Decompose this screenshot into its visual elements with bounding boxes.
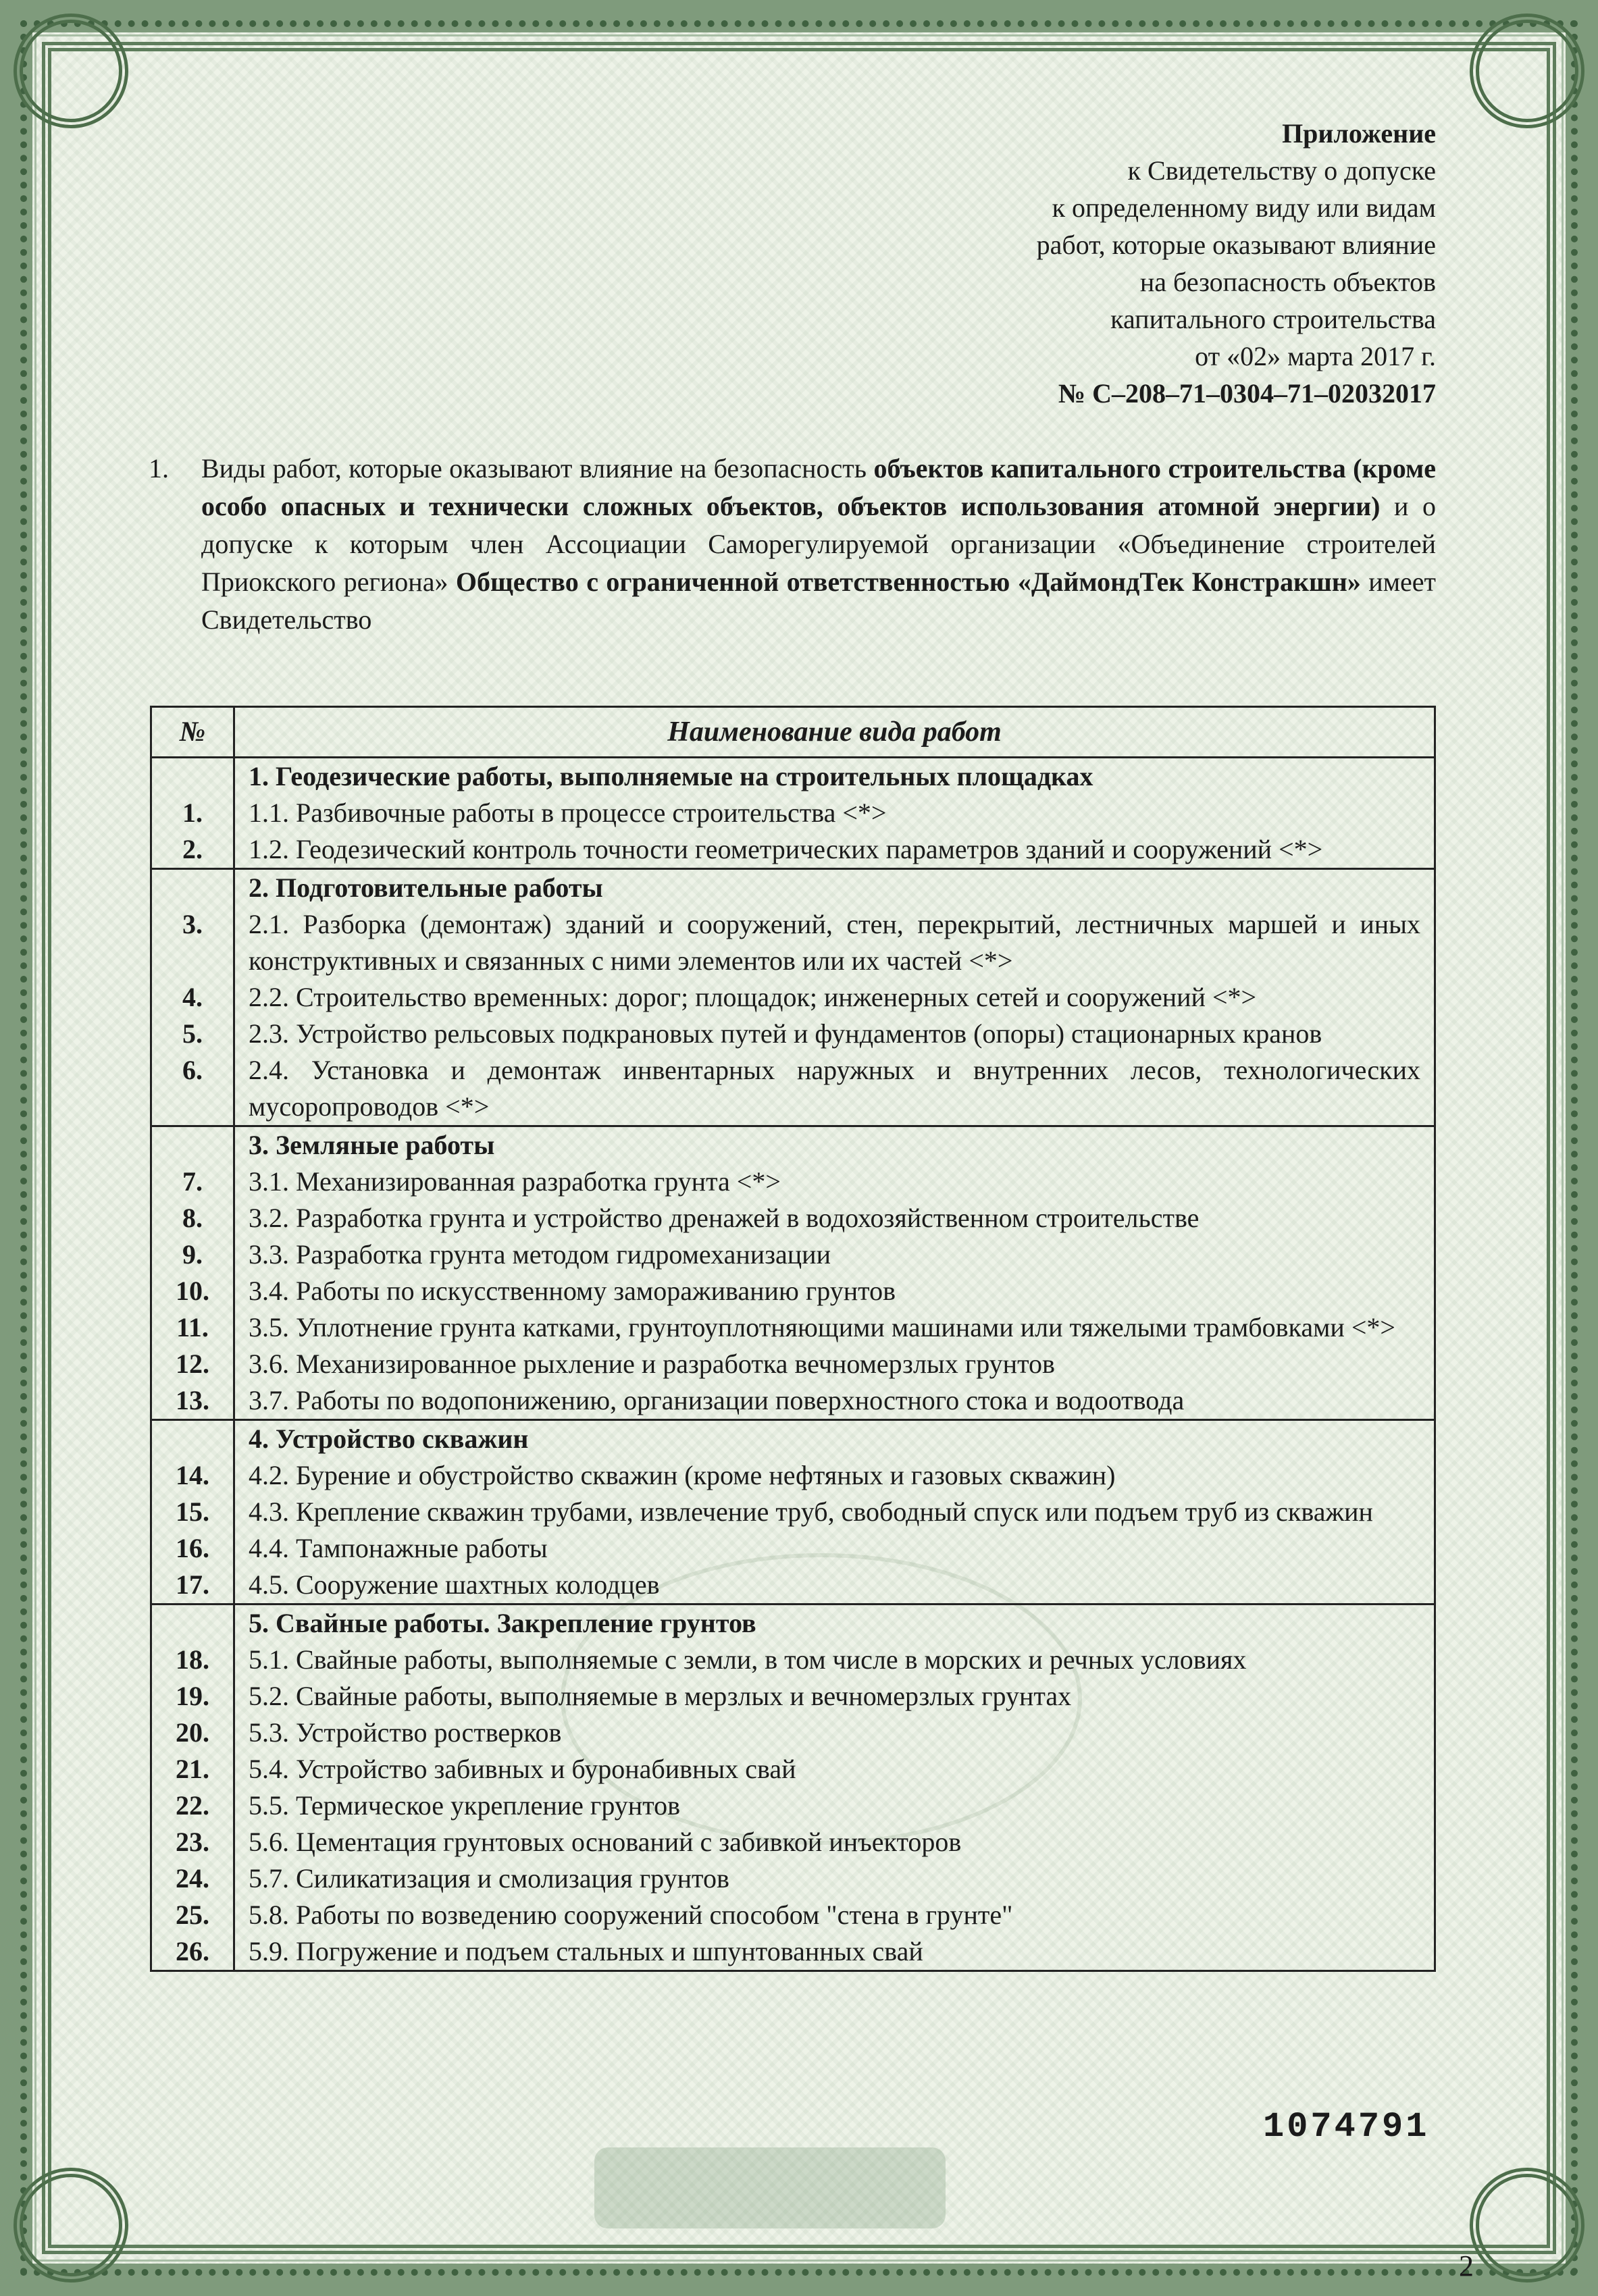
annex-line: капитального строительства: [1110, 304, 1436, 334]
annex-line: работ, которые оказывают влияние: [1036, 230, 1436, 260]
table-row: [151, 1824, 1435, 1860]
work-name: 4.4. Тампонажные работы: [234, 1530, 1435, 1567]
work-name: 3.2. Разработка грунта и устройство дренажей в водохозяйственном строительстве: [234, 1200, 1435, 1236]
table-row: [151, 1164, 1435, 1200]
work-name: 3.5. Уплотнение грунта катками, грунтоуплотняющими машинами или тяжелыми трамбовками <*>: [234, 1309, 1435, 1346]
work-name: 1.1. Разбивочные работы в процессе строительства <*>: [234, 795, 1435, 831]
works-table: [150, 706, 1436, 1972]
table-row: [151, 1715, 1435, 1751]
row-number: 1.: [151, 795, 234, 831]
work-name: 3.7. Работы по водопонижению, организации поверхностного стока и водоотвода: [234, 1382, 1435, 1420]
paragraph-text: [201, 450, 1436, 639]
row-number: 15.: [151, 1494, 234, 1530]
table-row: [151, 1751, 1435, 1788]
section-number-cell: [151, 1126, 234, 1164]
table-row: [151, 1897, 1435, 1933]
row-number: 8.: [151, 1200, 234, 1236]
row-number: 26.: [151, 1933, 234, 1971]
annex-line: на безопасность объектов: [1139, 267, 1436, 297]
section-title: 5. Свайные работы. Закрепление грунтов: [234, 1604, 1435, 1642]
row-number: 18.: [151, 1642, 234, 1678]
annex-line: к определенному виду или видам: [1052, 192, 1436, 223]
serial-number: 1074791: [1263, 2107, 1430, 2147]
table-row: [151, 1642, 1435, 1678]
paragraph-bold: объектов капитального строительства (кроме особо опасных и технически сложных объектов, объектов использования атомной энергии): [201, 453, 1436, 521]
row-number: 25.: [151, 1897, 234, 1933]
section-row: [151, 1126, 1435, 1164]
table-row: [151, 1382, 1435, 1420]
row-number: 14.: [151, 1457, 234, 1494]
row-number: 7.: [151, 1164, 234, 1200]
paragraph-part: Виды работ, которые оказывают влияние на безопасность: [201, 453, 874, 484]
table-row: [151, 1678, 1435, 1715]
work-name: 2.3. Устройство рельсовых подкрановых путей и фундаментов (опоры) стационарных кранов: [234, 1016, 1435, 1052]
row-number: 19.: [151, 1678, 234, 1715]
row-number: 6.: [151, 1052, 234, 1126]
section-title: 4. Устройство скважин: [234, 1420, 1435, 1458]
section-row: [151, 758, 1435, 795]
table-row: [151, 1273, 1435, 1309]
table-row: [151, 1309, 1435, 1346]
work-name: 5.3. Устройство ростверков: [234, 1715, 1435, 1751]
organization-name: Общество с ограниченной ответственностью «ДаймондТек Констракшн»: [455, 567, 1361, 597]
table-row: [151, 1567, 1435, 1604]
section-number-cell: [151, 869, 234, 907]
annex-title: Приложение: [1282, 118, 1436, 149]
table-row: [151, 979, 1435, 1016]
corner-ornament: [14, 2168, 128, 2282]
row-number: 11.: [151, 1309, 234, 1346]
row-number: 9.: [151, 1236, 234, 1273]
corner-ornament: [1470, 14, 1584, 128]
work-name: 2.4. Установка и демонтаж инвентарных наружных и внутренних лесов, технологических мусоропроводов <*>: [234, 1052, 1435, 1126]
table-row: [151, 1052, 1435, 1126]
section-row: [151, 1420, 1435, 1458]
work-name: 4.5. Сооружение шахтных колодцев: [234, 1567, 1435, 1604]
work-name: 2.2. Строительство временных: дорог; площадок; инженерных сетей и сооружений <*>: [234, 979, 1435, 1016]
row-number: 20.: [151, 1715, 234, 1751]
work-name: 5.7. Силикатизация и смолизация грунтов: [234, 1860, 1435, 1897]
works-table-body: [151, 758, 1435, 1971]
work-name: 1.2. Геодезический контроль точности геометрических параметров зданий и сооружений <*>: [234, 831, 1435, 869]
header-work-name: Наименование вида работ: [234, 707, 1435, 758]
table-row: [151, 1346, 1435, 1382]
paragraph-part: и о допуске к которым член Ассоциации Саморегулируемой организации «Объединение строителей Приокского региона»: [201, 491, 1437, 597]
annex-date: от «02» марта 2017 г.: [1195, 341, 1436, 371]
table-row: [151, 1494, 1435, 1530]
section-number-cell: [151, 1604, 234, 1642]
table-row: [151, 1016, 1435, 1052]
section-row: [151, 869, 1435, 907]
work-name: 4.3. Крепление скважин трубами, извлечение труб, свободный спуск или подъем труб из скважин: [234, 1494, 1435, 1530]
table-row: [151, 795, 1435, 831]
table-row: [151, 1788, 1435, 1824]
row-number: 21.: [151, 1751, 234, 1788]
paragraph-number: 1.: [149, 453, 169, 484]
work-name: 5.8. Работы по возведению сооружений способом "стена в грунте": [234, 1897, 1435, 1933]
row-number: 16.: [151, 1530, 234, 1567]
section-number-cell: [151, 758, 234, 795]
paragraph-part: имеет Свидетельство: [201, 567, 1436, 635]
copy-watermark: [594, 2147, 946, 2228]
corner-ornament: [14, 14, 128, 128]
row-number: 24.: [151, 1860, 234, 1897]
intro-paragraph: [149, 450, 1436, 639]
work-name: 5.1. Свайные работы, выполняемые с земли, в том числе в морских и речных условиях: [234, 1642, 1435, 1678]
row-number: 12.: [151, 1346, 234, 1382]
work-name: 5.9. Погружение и подъем стальных и шпунтованных свай: [234, 1933, 1435, 1971]
table-row: [151, 1860, 1435, 1897]
row-number: 23.: [151, 1824, 234, 1860]
corner-ornament: [1470, 2168, 1584, 2282]
header-number: №: [151, 707, 234, 758]
row-number: 22.: [151, 1788, 234, 1824]
section-row: [151, 1604, 1435, 1642]
table-row: [151, 1530, 1435, 1567]
section-title: 1. Геодезические работы, выполняемые на строительных площадках: [234, 758, 1435, 795]
work-name: 5.6. Цементация грунтовых оснований с забивкой инъекторов: [234, 1824, 1435, 1860]
work-name: 3.4. Работы по искусственному замораживанию грунтов: [234, 1273, 1435, 1309]
work-name: 5.5. Термическое укрепление грунтов: [234, 1788, 1435, 1824]
page-number: 2: [1459, 2249, 1474, 2282]
table-row: [151, 1200, 1435, 1236]
work-name: 5.4. Устройство забивных и буронабивных свай: [234, 1751, 1435, 1788]
row-number: 3.: [151, 906, 234, 979]
table-row: [151, 906, 1435, 979]
row-number: 13.: [151, 1382, 234, 1420]
work-name: 2.1. Разборка (демонтаж) зданий и сооружений, стен, перекрытий, лестничных маршей и иных конструктивных и связанных с ними элементов или их частей <*>: [234, 906, 1435, 979]
table-row: [151, 1236, 1435, 1273]
row-number: 5.: [151, 1016, 234, 1052]
work-name: 5.2. Свайные работы, выполняемые в мерзлых и вечномерзлых грунтах: [234, 1678, 1435, 1715]
section-title: 3. Земляные работы: [234, 1126, 1435, 1164]
certificate-number: № С–208–71–0304–71–02032017: [1058, 378, 1436, 409]
row-number: 10.: [151, 1273, 234, 1309]
work-name: 3.6. Механизированное рыхление и разработка вечномерзлых грунтов: [234, 1346, 1435, 1382]
table-row: [151, 1933, 1435, 1971]
section-number-cell: [151, 1420, 234, 1458]
annex-header: [828, 115, 1436, 412]
row-number: 2.: [151, 831, 234, 869]
work-name: 3.3. Разработка грунта методом гидромеханизации: [234, 1236, 1435, 1273]
row-number: 4.: [151, 979, 234, 1016]
work-name: 3.1. Механизированная разработка грунта <*>: [234, 1164, 1435, 1200]
table-row: [151, 831, 1435, 869]
annex-line: к Свидетельству о допуске: [1127, 155, 1436, 186]
section-title: 2. Подготовительные работы: [234, 869, 1435, 907]
table-row: [151, 1457, 1435, 1494]
work-name: 4.2. Бурение и обустройство скважин (кроме нефтяных и газовых скважин): [234, 1457, 1435, 1494]
row-number: 17.: [151, 1567, 234, 1604]
